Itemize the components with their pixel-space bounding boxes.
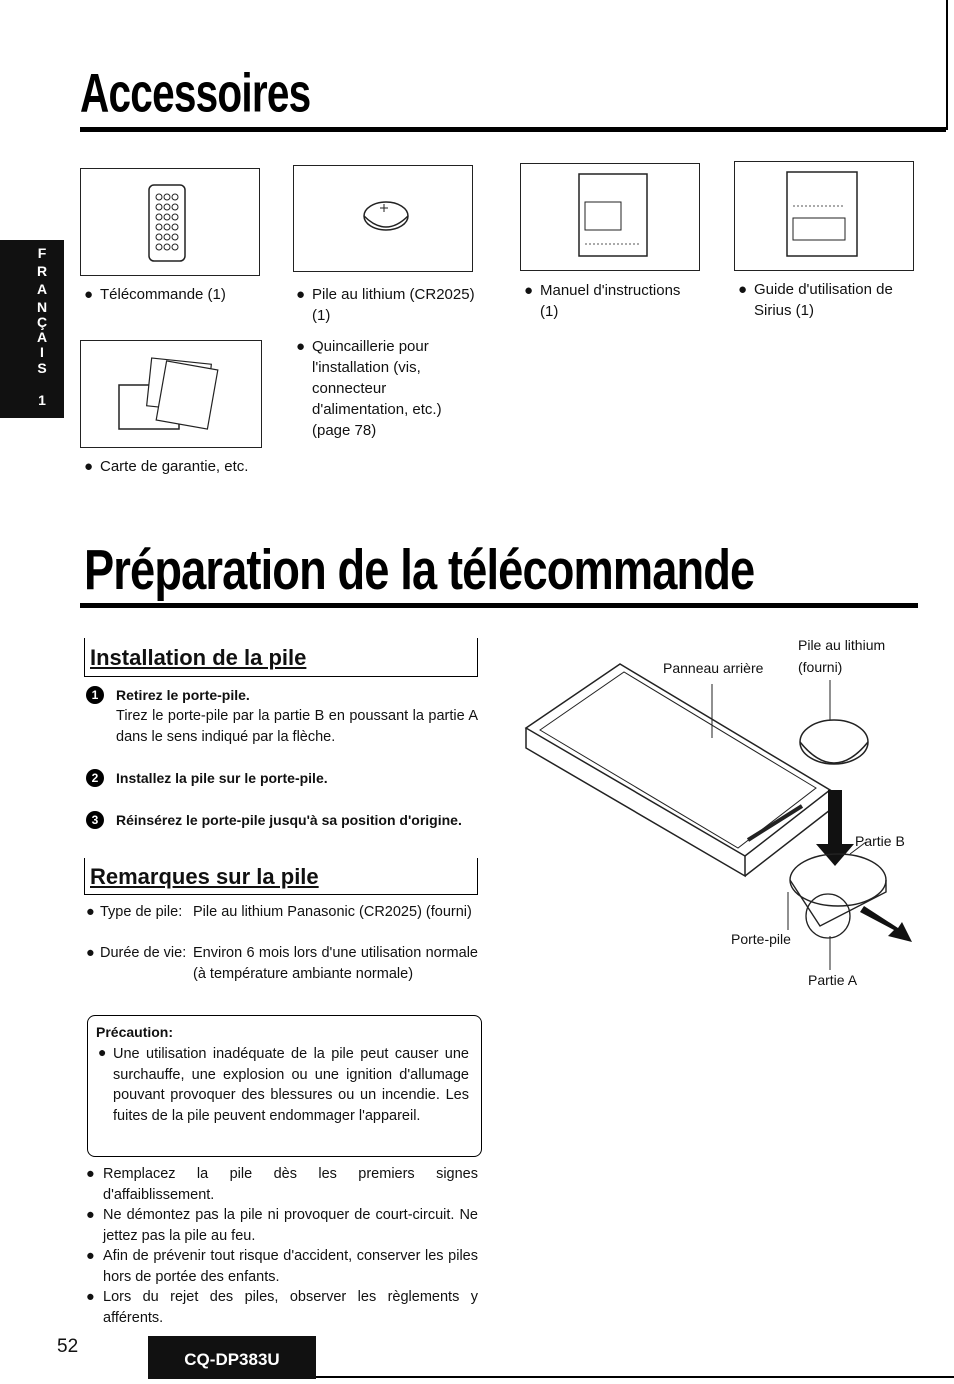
title-rule	[80, 127, 946, 132]
caution-text: Une utilisation inadéquate de la pile peut causer une surchauffe, une explosion ou une ignition d'allumage pouvant provoquer des blessures ou un incendie. Les fuites de la pile peuvent endommager l'appareil.	[113, 1046, 469, 1124]
side-tab-letter: I	[40, 344, 44, 360]
note-label: Type de pile:	[100, 904, 183, 920]
accessory-label: (1)	[312, 307, 331, 324]
list-item-text: Ne démontez pas la pile ni provoquer de court-circuit. Ne jettez pas la pile au feu.	[103, 1207, 478, 1244]
sirius-guide-image	[734, 161, 914, 271]
side-tab-letter: F	[37, 245, 47, 261]
bullet-icon: ●	[86, 1166, 95, 1182]
diagram-label-partie-a: Partie A	[808, 972, 858, 988]
battery-life-note	[86, 943, 480, 1007]
install-step-2	[86, 768, 478, 790]
remote-control-image	[80, 168, 260, 276]
booklet-icon	[521, 164, 699, 270]
diagram-label-panneau: Panneau arrière	[663, 660, 764, 676]
install-heading-frame	[84, 638, 478, 677]
bullet-icon: ●	[98, 1044, 107, 1060]
list-item-text: Remplacez la pile dès les premiers signes d'affaiblissement.	[103, 1166, 478, 1203]
step-number: 1	[86, 686, 104, 704]
step-number: 3	[86, 811, 104, 829]
bullet-icon: ●	[86, 1207, 95, 1223]
hardware-line: (page 78)	[312, 422, 377, 439]
hardware-line: connecteur	[312, 380, 387, 397]
caution-box	[87, 1015, 482, 1157]
bullet-icon: ●	[86, 1289, 95, 1305]
install-heading: Installation de la pile	[90, 645, 307, 670]
accessory-label: Guide d'utilisation de	[754, 281, 893, 298]
accessory-label: Carte de garantie, etc.	[100, 458, 249, 475]
section-rule	[80, 603, 918, 608]
accessory-label: Sirius (1)	[754, 302, 815, 319]
side-tab-letter: A	[36, 329, 48, 345]
accessory-item	[296, 284, 486, 328]
footer-rule	[316, 1376, 954, 1378]
side-tab-letter: 1	[38, 392, 46, 408]
lithium-battery-image	[293, 165, 473, 272]
warranty-card-image	[80, 340, 262, 448]
side-tab-letter: R	[36, 263, 48, 279]
accessory-label: Manuel d'instructions	[540, 282, 681, 299]
bullet-icon: ●	[524, 282, 534, 299]
step-title: Installez la pile sur le porte-pile.	[116, 770, 328, 786]
hardware-line: l'installation (vis,	[312, 359, 421, 376]
caution-title: Précaution:	[96, 1024, 174, 1040]
booklet-icon	[735, 162, 913, 270]
list-item-text: Lors du rejet des piles, observer les règlements y afférents.	[103, 1289, 478, 1326]
side-tab-letter: Ç	[36, 314, 48, 330]
side-tab-letter: S	[37, 360, 47, 376]
step-body: Tirez le porte-pile par la partie B en poussant la partie A dans le sens indiqué par la flèche.	[116, 708, 478, 745]
install-step-3	[86, 810, 478, 854]
side-tab-letter: N	[36, 299, 48, 315]
side-tab-letter: A	[36, 281, 48, 297]
manual-image	[520, 163, 700, 271]
diagram-label-fourni: (fourni)	[798, 659, 843, 675]
step-title: Réinsérez le porte-pile jusqu'à sa position d'origine.	[116, 812, 462, 828]
page-title: Accessoires	[80, 63, 311, 124]
step-title: Retirez le porte-pile.	[116, 687, 250, 703]
list-item-text: Afin de prévenir tout risque d'accident, conserver les piles hors de portée des enfants.	[103, 1248, 478, 1285]
hardware-line: Quincaillerie pour	[312, 338, 429, 355]
diagram-label-partie-b: Partie B	[855, 833, 905, 849]
battery-installation-diagram	[520, 630, 920, 1000]
accessory-label: Télécommande (1)	[100, 286, 226, 303]
bullet-icon: ●	[86, 945, 95, 961]
note-label: Durée de vie:	[100, 945, 187, 961]
bullet-icon: ●	[738, 281, 748, 298]
bullet-icon: ●	[84, 458, 94, 475]
remote-icon	[81, 169, 259, 275]
accessory-item	[738, 279, 938, 323]
bullet-icon: ●	[86, 904, 95, 920]
accessory-label: Pile au lithium (CR2025)	[312, 286, 475, 303]
accessory-label: (1)	[540, 303, 559, 320]
battery-bullet-list	[86, 1164, 480, 1332]
note-value: Pile au lithium Panasonic (CR2025) (fourni)	[193, 904, 472, 920]
page-number: 52	[57, 1336, 79, 1357]
accessory-item	[524, 280, 724, 324]
note-value: Environ 6 mois lors d'une utilisation normale (à température ambiante normale)	[193, 945, 478, 982]
notes-heading: Remarques sur la pile	[90, 864, 319, 889]
bullet-icon: ●	[86, 1248, 95, 1264]
language-side-tab	[0, 240, 64, 418]
bullet-icon: ●	[84, 286, 94, 303]
hardware-item	[296, 336, 486, 446]
model-badge: CQ-DP383U	[148, 1336, 316, 1379]
diagram-label-porte-pile: Porte-pile	[731, 931, 791, 947]
notes-heading-frame	[84, 858, 478, 895]
bullet-icon: ●	[296, 286, 306, 303]
section-title: Préparation de la télécommande	[84, 539, 755, 602]
hardware-line: d'alimentation, etc.)	[312, 401, 442, 418]
coin-battery-icon	[294, 166, 472, 271]
right-border	[946, 0, 948, 130]
install-step-1	[86, 685, 478, 749]
battery-type-note	[86, 902, 480, 944]
bullet-icon: ●	[296, 338, 306, 355]
diagram-label-pile: Pile au lithium	[798, 637, 886, 653]
cards-icon	[81, 341, 261, 447]
step-number: 2	[86, 769, 104, 787]
